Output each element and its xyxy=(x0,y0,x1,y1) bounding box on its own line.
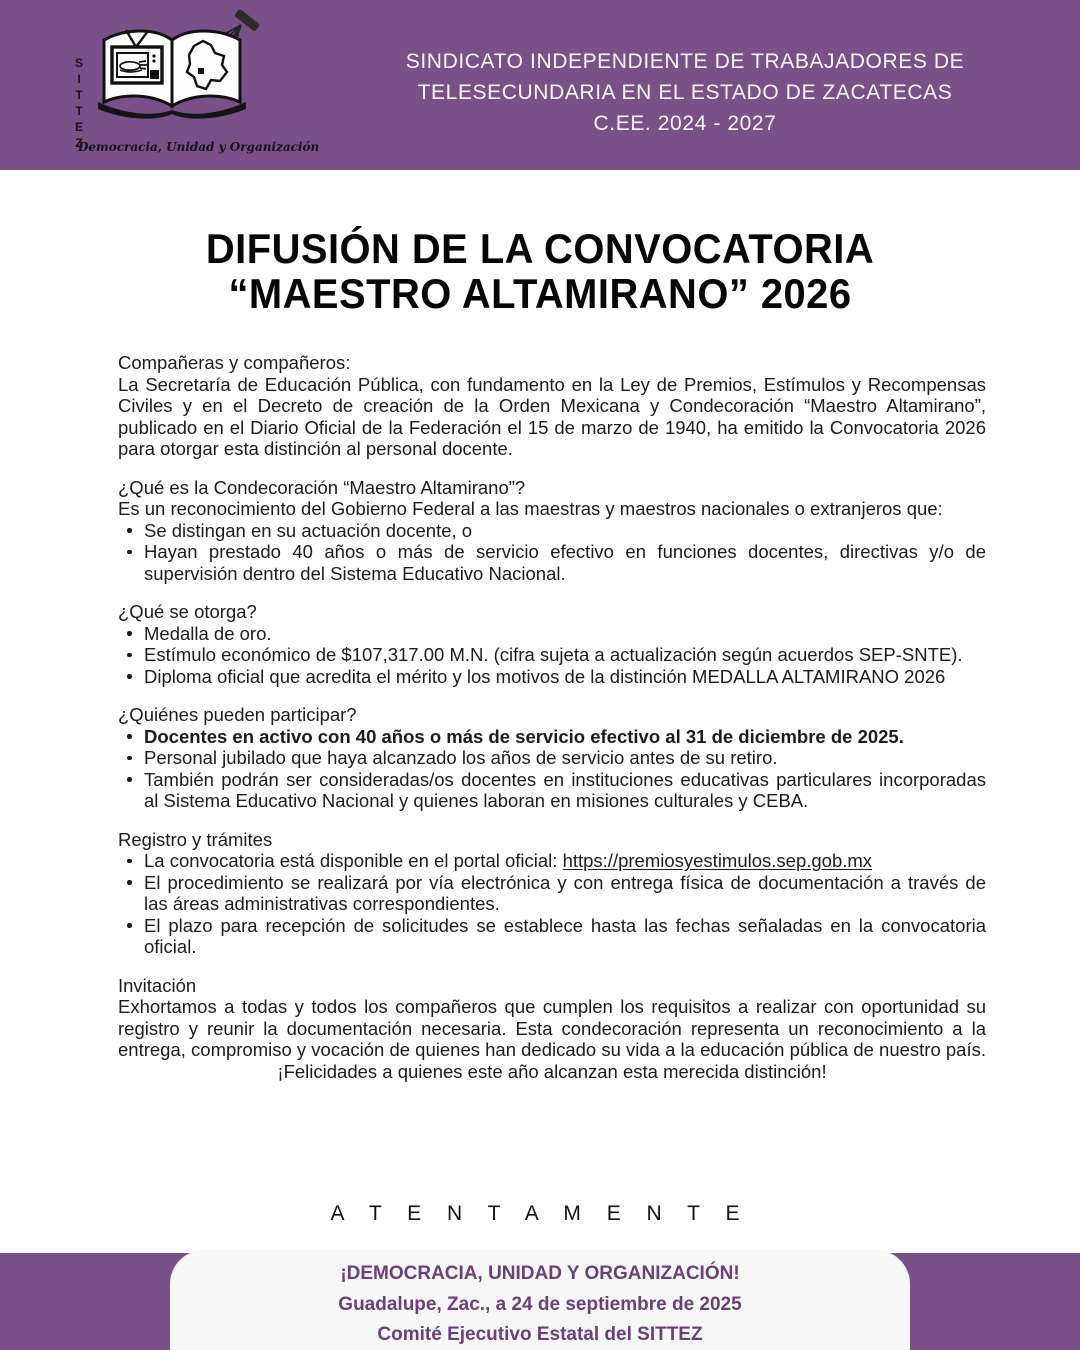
intro-paragraph: La Secretaría de Educación Pública, con fundamento en la Ley de Premios, Estímulos y Recompensas Civiles y en el Decreto de creación de la Orden Mexicana y Condecoración “Maestro Altamirano”, publicado en el Diario Oficial de la Federación el 15 de marzo de 1940, ha emitido la Convocatoria 2026 para otorgar esta distinción al personal docente. xyxy=(118,373,986,459)
bullet-list xyxy=(118,520,986,585)
org-name-block xyxy=(310,46,1060,139)
section-lead: Es un reconocimiento del Gobierno Federal a las maestras y maestros nacionales o extranjeros que: xyxy=(118,498,943,519)
list-item: Estímulo económico de $107,317.00 M.N. (cifra sujeta a actualización según acuerdos SEP-SNTE). xyxy=(124,644,986,666)
closing-congrats-line: ¡Felicidades a quienes este año alcanzan esta merecida distinción! xyxy=(277,1060,827,1082)
section-heading: ¿Qué es la Condecoración “Maestro Altamirano”? xyxy=(118,476,526,498)
sittez-acronym-label: SITTEZ xyxy=(72,56,86,152)
section-heading: Invitación xyxy=(118,974,197,996)
footer-card xyxy=(170,1250,910,1350)
section-what-is xyxy=(118,477,986,585)
section-registration xyxy=(118,829,986,958)
bullet-list xyxy=(118,623,986,688)
section-heading: ¿Quiénes pueden participar? xyxy=(118,704,357,725)
portal-text: La convocatoria está disponible en el portal oficial: xyxy=(144,850,563,871)
list-item: También podrán ser consideradas/os docentes en instituciones educativas particulares incorporadas al Sistema Educativo Nacional y quienes laboran en misiones culturales y CEBA. xyxy=(124,769,986,812)
section-heading: Registro y trámites xyxy=(118,828,273,850)
bullet-list xyxy=(118,850,986,958)
list-item-with-link xyxy=(124,850,986,872)
sittez-logo xyxy=(72,4,320,156)
footer-committee: Comité Ejecutivo Estatal del SITTEZ xyxy=(377,1324,703,1345)
list-item: El procedimiento se realizará por vía electrónica y con entrega física de documentación a través de las áreas administrativas correspondientes. xyxy=(124,872,986,915)
list-item: Se distingan en su actuación docente, o xyxy=(124,520,986,542)
salutation: Compañeras y compañeros: xyxy=(118,352,351,373)
org-name-line1: SINDICATO INDEPENDIENTE DE TRABAJADORES DE xyxy=(405,50,965,73)
page-title-line2: “MAESTRO ALTAMIRANO” 2026 xyxy=(228,270,852,317)
document-body xyxy=(118,352,986,1082)
footer-date-place: Guadalupe, Zac., a 24 de septiembre de 2025 xyxy=(338,1293,742,1315)
section-heading: ¿Qué se otorga? xyxy=(118,601,257,622)
list-item-highlight: Docentes en activo con 40 años o más de servicio efectivo al 31 de diciembre de 2025. xyxy=(124,726,986,748)
invitation-paragraph: Exhortamos a todas y todos los compañeros que cumplen los requisitos a realizar con oportunidad su registro y reunir la documentación necesaria. Esta condecoración representa un reconocimiento a la entrega, compromiso y vocación de quienes han dedicado su vida a la educación pública de nuestro país. xyxy=(118,996,987,1060)
section-what-granted xyxy=(118,601,986,687)
section-who-participates xyxy=(118,704,986,812)
list-item: Hayan prestado 40 años o más de servicio efectivo en funciones docentes, directivas y/o de supervisión dentro del Sistema Educativo Nacional. xyxy=(124,541,986,584)
list-item: Diploma oficial que acredita el mérito y los motivos de la distinción MEDALLA ALTAMIRANO 2026 xyxy=(124,666,986,688)
page-title-line1: DIFUSIÓN DE LA CONVOCATORIA xyxy=(205,225,875,272)
list-item: Personal jubilado que haya alcanzado los años de servicio antes de su retiro. xyxy=(124,747,986,769)
list-item: El plazo para recepción de solicitudes se establece hasta las fechas señaladas en la convocatoria oficial. xyxy=(124,915,986,958)
list-item: Medalla de oro. xyxy=(124,623,986,645)
footer-slogan: ¡DEMOCRACIA, UNIDAD Y ORGANIZACIÓN! xyxy=(340,1263,740,1284)
bullet-list xyxy=(118,726,986,812)
org-committee-term: C.EE. 2024 - 2027 xyxy=(593,112,777,135)
section-invitation xyxy=(118,975,986,1083)
org-name-line2: TELESECUNDARIA EN EL ESTADO DE ZACATECAS xyxy=(417,81,953,104)
atentamente-signoff: A T E N T A M E N T E xyxy=(330,1202,750,1225)
logo-motto: Democracia, Unidad y Organización xyxy=(78,140,320,154)
portal-link[interactable]: https://premiosyestimulos.sep.gob.mx xyxy=(562,850,873,871)
page-title xyxy=(27,226,1053,316)
header-band xyxy=(0,0,1080,170)
sittez-book-emblem-icon xyxy=(84,10,264,134)
footer-band xyxy=(0,1253,1080,1350)
